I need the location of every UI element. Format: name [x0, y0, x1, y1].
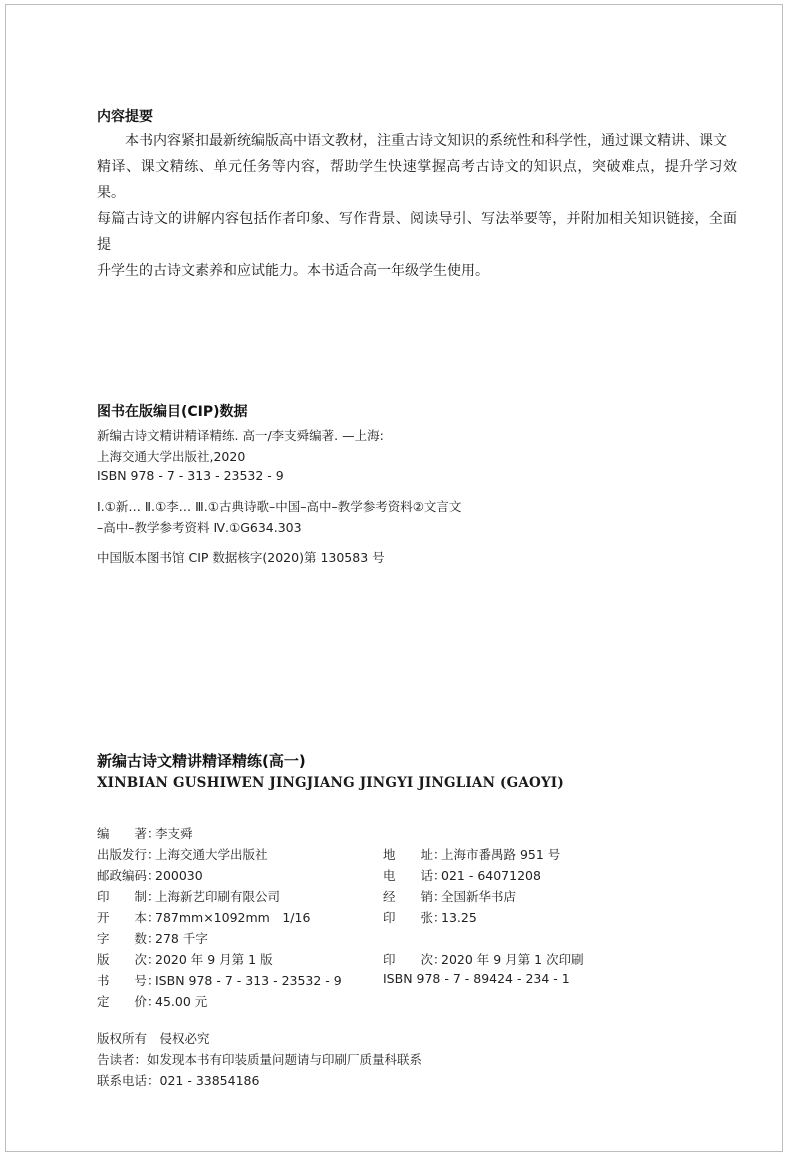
- book-title-pinyin: XINBIAN GUSHIWEN JINGJIANG JINGYI JINGLIAN (GAOYI): [97, 775, 564, 791]
- detail-value: 李支舜: [155, 826, 193, 841]
- detail-label: 印 制：: [97, 889, 160, 904]
- detail-value: 2020 年 9 月第 1 版: [155, 952, 273, 967]
- detail-value: 13.25: [441, 910, 477, 925]
- detail-row: [97, 866, 203, 884]
- detail-row: [97, 845, 268, 863]
- cip-classification-2: –高中–教学参考资料 Ⅳ.①G634.303: [97, 520, 302, 535]
- copyright-notice: 版权所有 侵权必究: [97, 1031, 210, 1046]
- detail-row: [383, 971, 570, 986]
- cip-line-2: 上海交通大学出版社,2020: [97, 449, 246, 464]
- detail-value: 上海新艺印刷有限公司: [155, 889, 281, 904]
- detail-label: 版 次：: [97, 952, 160, 967]
- contact-phone: 联系电话：021 - 33854186: [97, 1073, 260, 1088]
- detail-value: 278 千字: [155, 931, 208, 946]
- reader-notice: 告读者：如发现本书有印装质量问题请与印刷厂质量科联系: [97, 1052, 423, 1067]
- cip-classification-1: Ⅰ.①新… Ⅱ.①李… Ⅲ.①古典诗歌–中国–高中–教学参考资料②文言文: [97, 499, 462, 514]
- summary-text: [97, 128, 737, 284]
- detail-value: 上海交通大学出版社: [155, 847, 268, 862]
- detail-label: 地 址：: [383, 847, 446, 862]
- summary-line: 每篇古诗文的讲解内容包括作者印象、写作背景、阅读导引、写法举要等，并附加相关知识链接，全面提: [97, 211, 737, 253]
- summary-heading: 内容提要: [97, 109, 153, 125]
- detail-label: 编 著：: [97, 826, 160, 841]
- detail-label: 出版发行：: [97, 847, 160, 862]
- detail-row: [97, 950, 273, 968]
- detail-row: [97, 992, 207, 1010]
- detail-row: [383, 887, 516, 905]
- detail-value: 上海市番禺路 951 号: [441, 847, 561, 862]
- detail-label: 字 数：: [97, 931, 160, 946]
- detail-label: 开 本：: [97, 910, 160, 925]
- summary-line: 本书内容紧扣最新统编版高中语文教材，注重古诗文知识的系统性和科学性，通过课文精讲、课文: [125, 133, 727, 149]
- detail-value: 全国新华书店: [441, 889, 517, 904]
- detail-row: [383, 845, 560, 863]
- detail-row: [383, 866, 541, 884]
- detail-row: [97, 971, 342, 989]
- detail-value: 787mm×1092mm 1/16: [155, 910, 311, 925]
- cip-record: 中国版本图书馆 CIP 数据核字(2020)第 130583 号: [97, 550, 385, 565]
- cip-line-1: 新编古诗文精讲精译精练. 高一/李支舜编著. —上海:: [97, 428, 384, 443]
- detail-label: 书 号：: [97, 973, 160, 988]
- detail-row: [97, 887, 280, 905]
- detail-label: 邮政编码：: [97, 868, 160, 883]
- detail-label: 电 话：: [383, 868, 446, 883]
- detail-value: ISBN 978 - 7 - 89424 - 234 - 1: [383, 971, 570, 986]
- book-title: 新编古诗文精讲精译精练(高一): [97, 752, 306, 770]
- detail-row: [383, 950, 584, 968]
- detail-value: 45.00 元: [155, 994, 208, 1009]
- detail-value: 2020 年 9 月第 1 次印刷: [441, 952, 584, 967]
- detail-label: 定 价：: [97, 994, 160, 1009]
- detail-row: [97, 929, 208, 947]
- detail-value: 200030: [155, 868, 203, 883]
- summary-line: 升学生的古诗文素养和应试能力。本书适合高一年级学生使用。: [97, 263, 489, 279]
- cip-heading: 图书在版编目(CIP)数据: [97, 404, 248, 420]
- detail-row: [97, 908, 310, 926]
- cip-isbn: ISBN 978 - 7 - 313 - 23532 - 9: [97, 468, 284, 483]
- detail-value: 021 - 64071208: [441, 868, 541, 883]
- detail-label: 印 次：: [383, 952, 446, 967]
- detail-row: [383, 908, 477, 926]
- detail-value: ISBN 978 - 7 - 313 - 23532 - 9: [155, 973, 342, 988]
- detail-row: [97, 824, 193, 842]
- summary-line: 精译、课文精练、单元任务等内容，帮助学生快速掌握高考古诗文的知识点，突破难点，提升学习效果。: [97, 159, 737, 201]
- detail-label: 经 销：: [383, 889, 446, 904]
- detail-label: 印 张：: [383, 910, 446, 925]
